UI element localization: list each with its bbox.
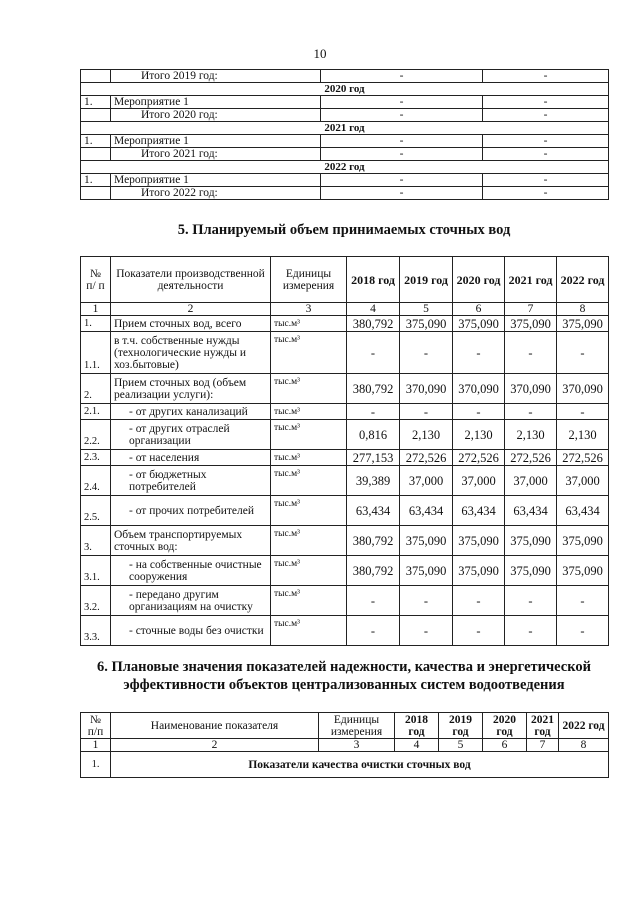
value-cell: 37,000	[557, 466, 609, 496]
row-number	[81, 187, 111, 200]
value-cell: 370,090	[505, 374, 557, 404]
column-number: 3	[319, 739, 395, 752]
value-cell: -	[505, 616, 557, 646]
table-row	[81, 496, 609, 526]
value-cell: -	[557, 616, 609, 646]
header-indicator: Наименование показателя	[111, 713, 319, 739]
value-cell: 63,434	[557, 496, 609, 526]
unit-cell: тыс.м³	[271, 616, 347, 646]
row-number: 2.3.	[81, 450, 111, 466]
table-row	[81, 187, 609, 200]
indicator-name: - на собственные очистные сооружения	[111, 556, 271, 586]
table-row	[81, 70, 609, 83]
column-number: 7	[527, 739, 559, 752]
table-row	[81, 450, 609, 466]
indicator-name: Объем транспортируемых сточных вод:	[111, 526, 271, 556]
section-6-title: 6. Плановые значения показателей надежности, качества и энергетической эффективности объектов централизованных систем водоотведения	[97, 659, 591, 693]
table-row	[81, 332, 609, 374]
value-cell: -	[453, 586, 505, 616]
value-cell: 370,090	[400, 374, 453, 404]
value-cell: 375,090	[505, 526, 557, 556]
column-number: 4	[347, 303, 400, 316]
value-cell: 63,434	[505, 496, 557, 526]
value-cell: 37,000	[505, 466, 557, 496]
row-number: 3.3.	[81, 616, 111, 646]
value-cell: 375,090	[453, 316, 505, 332]
indicator-name: - сточные воды без очистки	[111, 616, 271, 646]
row-number: 1.	[81, 752, 111, 778]
value-cell: 277,153	[347, 450, 400, 466]
value-cell: -	[483, 174, 609, 187]
indicator-name: - от прочих потребителей	[111, 496, 271, 526]
value-cell: -	[400, 586, 453, 616]
value-cell: -	[453, 404, 505, 420]
table-row	[81, 466, 609, 496]
unit-cell: тыс.м³	[271, 420, 347, 450]
value-cell: -	[321, 187, 483, 200]
value-cell: 63,434	[400, 496, 453, 526]
row-number: 1.	[81, 316, 111, 332]
event-name: Итого 2022 год:	[111, 187, 321, 200]
row-number: 2.	[81, 374, 111, 404]
value-cell: 63,434	[347, 496, 400, 526]
wastewater-volume-table	[80, 256, 609, 646]
column-number: 8	[557, 303, 609, 316]
row-number: 1.	[81, 96, 111, 109]
value-cell: 2,130	[400, 420, 453, 450]
value-cell: 375,090	[400, 526, 453, 556]
page-number: 10	[313, 46, 327, 61]
value-cell: -	[400, 332, 453, 374]
value-cell: -	[321, 96, 483, 109]
header-year: 2022 год	[557, 257, 609, 303]
row-number: 3.1.	[81, 556, 111, 586]
value-cell: -	[505, 586, 557, 616]
column-number: 4	[395, 739, 439, 752]
value-cell: 380,792	[347, 526, 400, 556]
header-year: 2019 год	[439, 713, 483, 739]
row-number	[81, 109, 111, 122]
value-cell: -	[400, 404, 453, 420]
header-year: 2019 год	[400, 257, 453, 303]
column-number: 8	[559, 739, 609, 752]
value-cell: 272,526	[400, 450, 453, 466]
value-cell: 0,816	[347, 420, 400, 450]
value-cell: -	[321, 174, 483, 187]
column-number: 6	[453, 303, 505, 316]
value-cell: -	[453, 332, 505, 374]
value-cell: -	[321, 109, 483, 122]
unit-cell: тыс.м³	[271, 316, 347, 332]
unit-cell: тыс.м³	[271, 450, 347, 466]
year-group-row	[81, 161, 609, 174]
events-table	[80, 69, 609, 200]
year-label: 2021 год	[81, 122, 609, 135]
column-number: 5	[439, 739, 483, 752]
table-header-row	[81, 257, 609, 303]
row-number: 2.2.	[81, 420, 111, 450]
column-number: 5	[400, 303, 453, 316]
value-cell: -	[483, 109, 609, 122]
header-unit: Единицы измерения	[319, 713, 395, 739]
column-number: 7	[505, 303, 557, 316]
indicator-name: - от других канализаций	[111, 404, 271, 420]
year-group-row	[81, 83, 609, 96]
table-row	[81, 526, 609, 556]
indicator-name: - от населения	[111, 450, 271, 466]
header-year: 2020 год	[483, 713, 527, 739]
value-cell: -	[347, 332, 400, 374]
value-cell: 380,792	[347, 316, 400, 332]
table-row	[81, 616, 609, 646]
row-number: 1.	[81, 174, 111, 187]
value-cell: 380,792	[347, 374, 400, 404]
indicator-name: Прием сточных вод, всего	[111, 316, 271, 332]
value-cell: -	[483, 70, 609, 83]
value-cell: -	[483, 96, 609, 109]
year-group-row	[81, 122, 609, 135]
header-num: № п/п	[81, 713, 111, 739]
value-cell: -	[505, 332, 557, 374]
table-row	[81, 148, 609, 161]
row-number: 2.1.	[81, 404, 111, 420]
header-unit: Единицы измерения	[271, 257, 347, 303]
value-cell: -	[347, 586, 400, 616]
value-cell: 272,526	[505, 450, 557, 466]
column-number: 1	[81, 739, 111, 752]
table-row	[81, 420, 609, 450]
unit-cell: тыс.м³	[271, 556, 347, 586]
header-indicator: Показатели производственной деятельности	[111, 257, 271, 303]
value-cell: -	[557, 332, 609, 374]
value-cell: 63,434	[453, 496, 505, 526]
value-cell: 375,090	[453, 556, 505, 586]
indicator-name: Прием сточных вод (объем реализации услуги):	[111, 374, 271, 404]
value-cell: -	[347, 616, 400, 646]
row-number: 3.	[81, 526, 111, 556]
row-number: 1.	[81, 135, 111, 148]
header-year: 2018 год	[395, 713, 439, 739]
column-number-row	[81, 739, 609, 752]
header-year: 2021 год	[505, 257, 557, 303]
column-number: 6	[483, 739, 527, 752]
row-number: 2.4.	[81, 466, 111, 496]
table-row	[81, 586, 609, 616]
value-cell: 375,090	[557, 556, 609, 586]
value-cell: 370,090	[557, 374, 609, 404]
value-cell: 37,000	[400, 466, 453, 496]
row-number: 1.1.	[81, 332, 111, 374]
value-cell: -	[321, 135, 483, 148]
year-label: 2020 год	[81, 83, 609, 96]
value-cell: -	[321, 70, 483, 83]
row-number	[81, 70, 111, 83]
value-cell: -	[483, 135, 609, 148]
value-cell: -	[347, 404, 400, 420]
value-cell: 2,130	[453, 420, 505, 450]
table-row	[81, 316, 609, 332]
event-name: Итого 2021 год:	[111, 148, 321, 161]
indicator-name: - от других отраслей организации	[111, 420, 271, 450]
unit-cell: тыс.м³	[271, 586, 347, 616]
unit-cell: тыс.м³	[271, 404, 347, 420]
header-year: 2018 год	[347, 257, 400, 303]
unit-cell: тыс.м³	[271, 496, 347, 526]
value-cell: -	[557, 586, 609, 616]
value-cell: -	[505, 404, 557, 420]
value-cell: -	[400, 616, 453, 646]
section-5-title: 5. Планируемый объем принимаемых сточных вод	[177, 222, 511, 238]
year-label: 2022 год	[81, 161, 609, 174]
table-row	[81, 752, 609, 778]
event-name: Мероприятие 1	[111, 96, 321, 109]
unit-cell: тыс.м³	[271, 466, 347, 496]
group-title: Показатели качества очистки сточных вод	[111, 752, 609, 778]
value-cell: 380,792	[347, 556, 400, 586]
table-row	[81, 404, 609, 420]
value-cell: 375,090	[505, 556, 557, 586]
event-name: Мероприятие 1	[111, 174, 321, 187]
value-cell: 375,090	[557, 316, 609, 332]
value-cell: 2,130	[505, 420, 557, 450]
indicators-table	[80, 712, 609, 778]
value-cell: 37,000	[453, 466, 505, 496]
value-cell: -	[483, 148, 609, 161]
indicator-name: - передано другим организациям на очистку	[111, 586, 271, 616]
event-name: Итого 2019 год:	[111, 70, 321, 83]
value-cell: -	[483, 187, 609, 200]
value-cell: 272,526	[453, 450, 505, 466]
header-year: 2022 год	[559, 713, 609, 739]
event-name: Мероприятие 1	[111, 135, 321, 148]
value-cell: 2,130	[557, 420, 609, 450]
unit-cell: тыс.м³	[271, 526, 347, 556]
column-number-row	[81, 303, 609, 316]
value-cell: -	[453, 616, 505, 646]
value-cell: 39,389	[347, 466, 400, 496]
row-number	[81, 148, 111, 161]
value-cell: 375,090	[505, 316, 557, 332]
row-number: 2.5.	[81, 496, 111, 526]
value-cell: 375,090	[400, 556, 453, 586]
column-number: 1	[81, 303, 111, 316]
row-number: 3.2.	[81, 586, 111, 616]
column-number: 2	[111, 303, 271, 316]
table-row	[81, 109, 609, 122]
unit-cell: тыс.м³	[271, 332, 347, 374]
column-number: 3	[271, 303, 347, 316]
table-row	[81, 374, 609, 404]
value-cell: 375,090	[400, 316, 453, 332]
table-header-row	[81, 713, 609, 739]
value-cell: -	[557, 404, 609, 420]
unit-cell: тыс.м³	[271, 374, 347, 404]
event-name: Итого 2020 год:	[111, 109, 321, 122]
value-cell: -	[321, 148, 483, 161]
table-row	[81, 135, 609, 148]
header-num: № п/ п	[81, 257, 111, 303]
table-row	[81, 174, 609, 187]
column-number: 2	[111, 739, 319, 752]
table-row	[81, 556, 609, 586]
indicator-name: - от бюджетных потребителей	[111, 466, 271, 496]
value-cell: 375,090	[557, 526, 609, 556]
indicator-name: в т.ч. собственные нужды (технологические нужды и хоз.бытовые)	[111, 332, 271, 374]
header-year: 2020 год	[453, 257, 505, 303]
header-year: 2021 год	[527, 713, 559, 739]
value-cell: 370,090	[453, 374, 505, 404]
value-cell: 375,090	[453, 526, 505, 556]
table-row	[81, 96, 609, 109]
value-cell: 272,526	[557, 450, 609, 466]
